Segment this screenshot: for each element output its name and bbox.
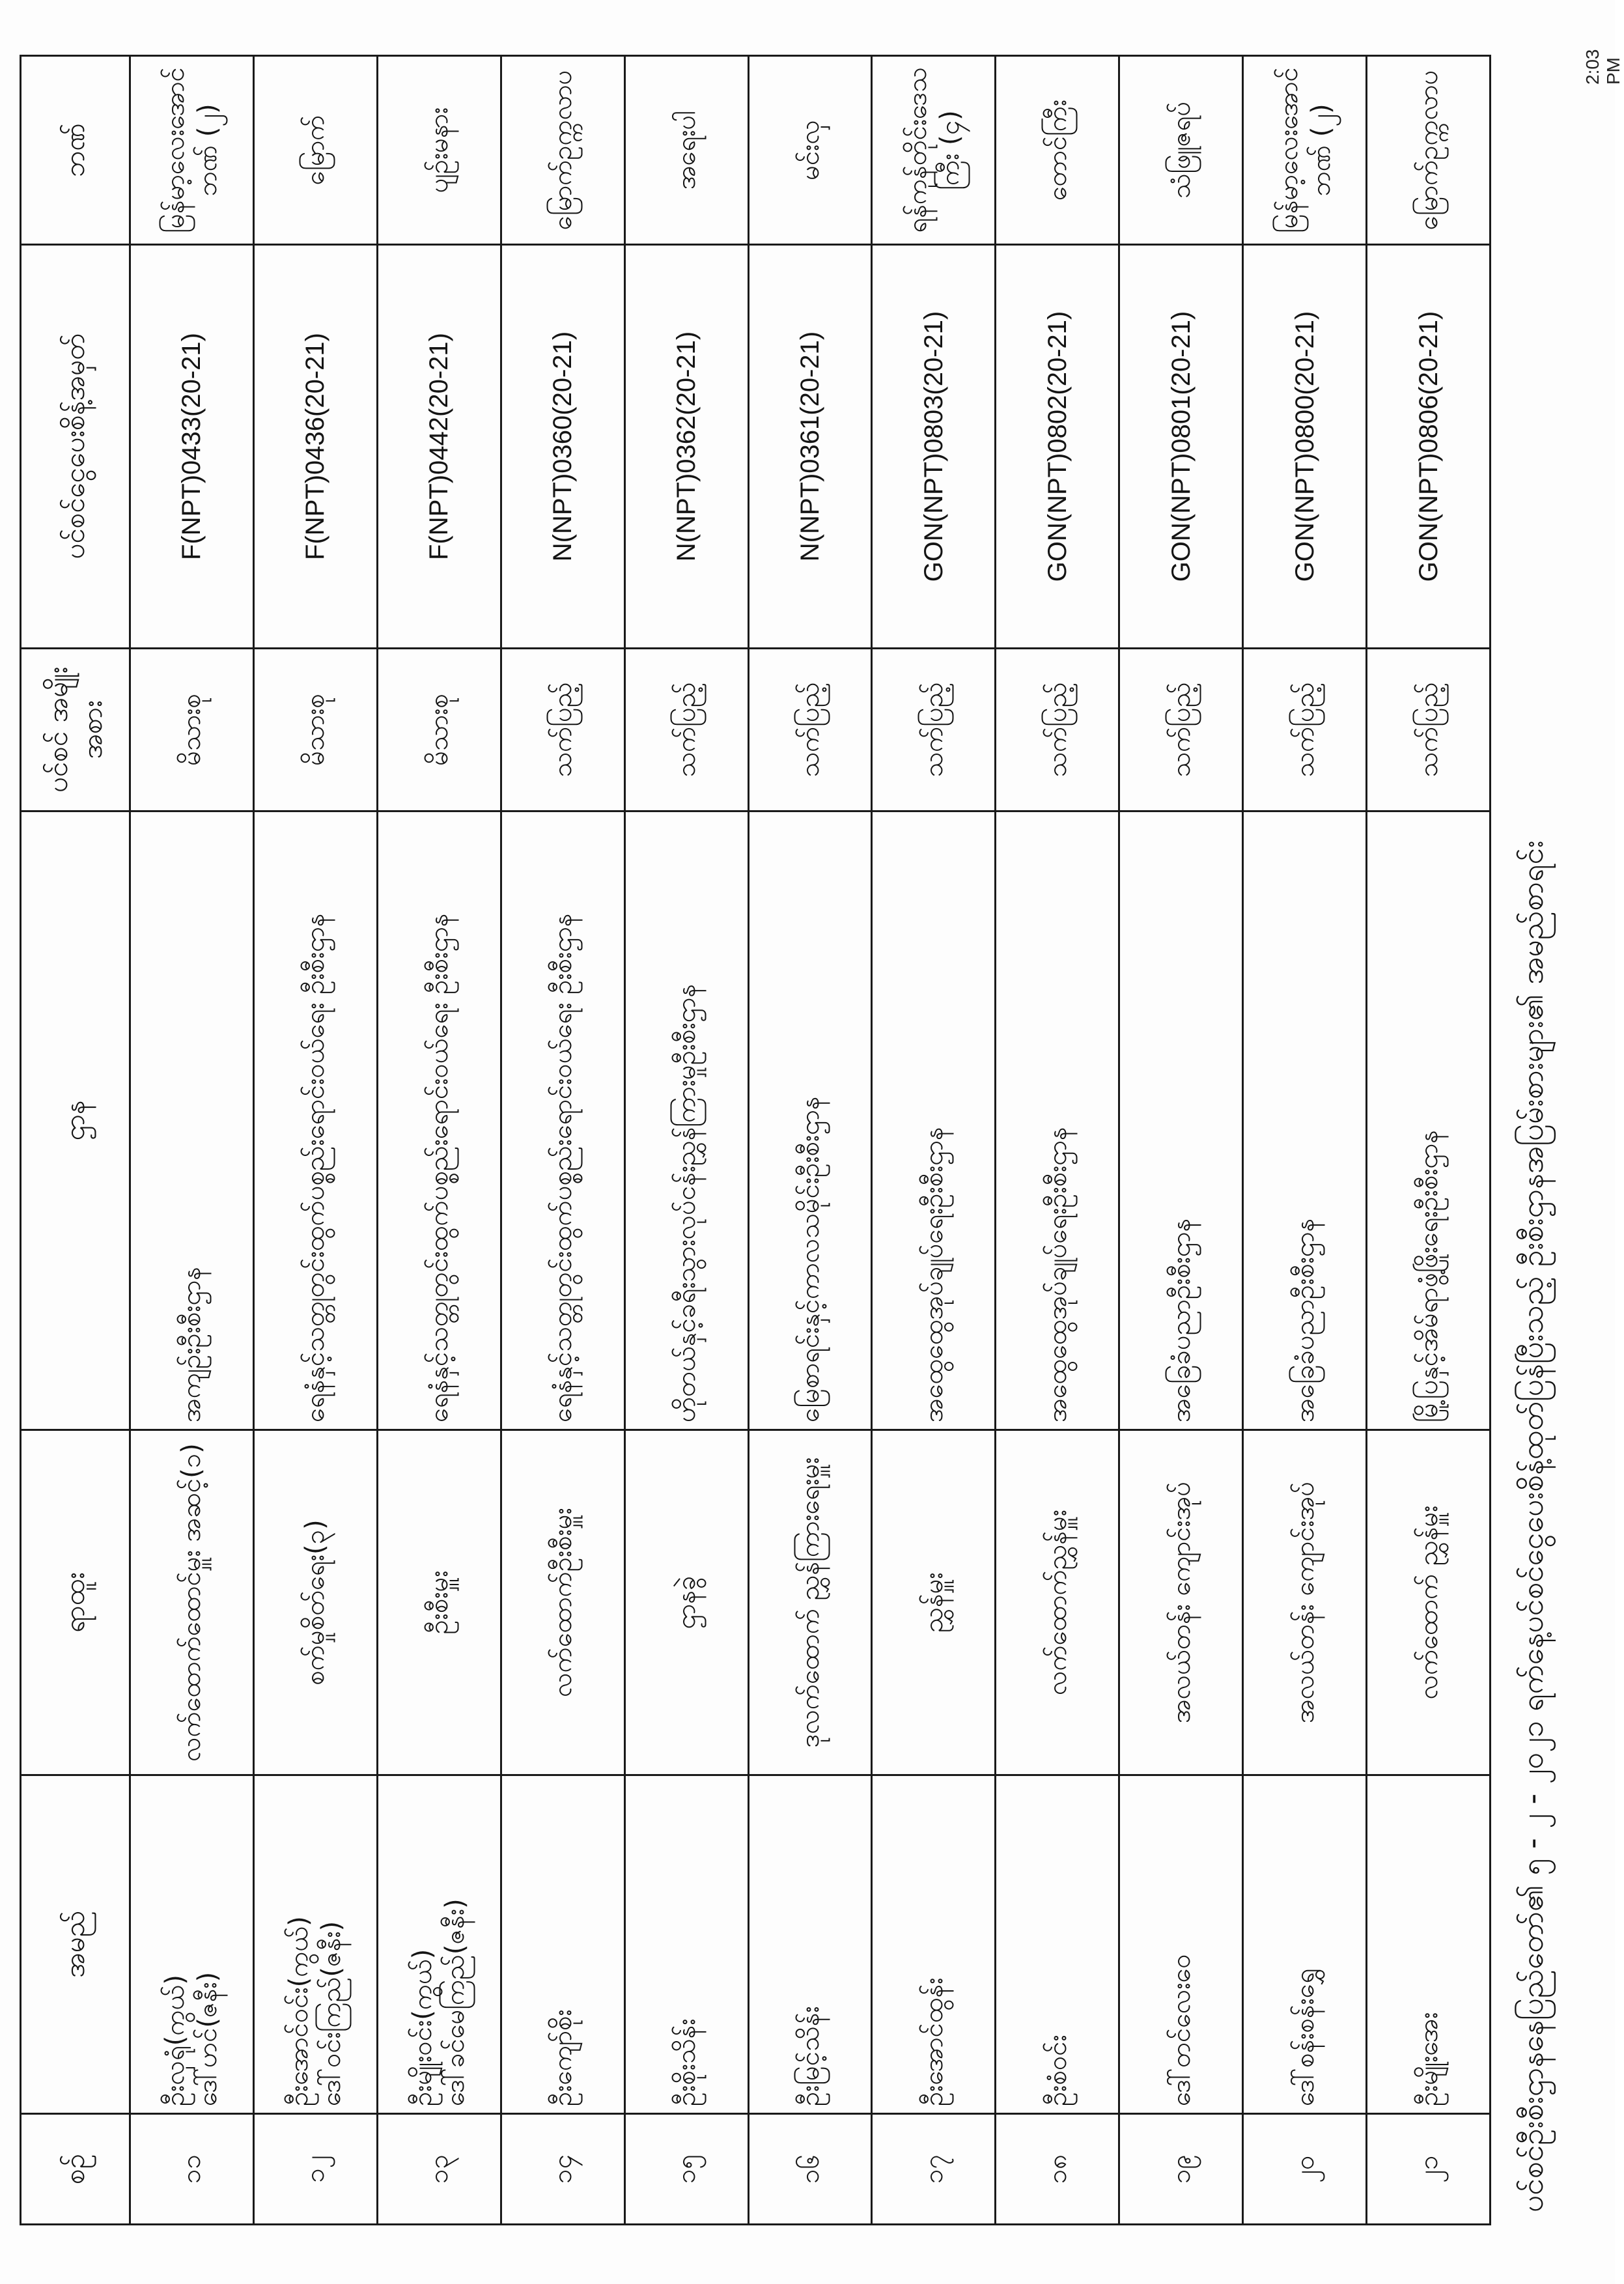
row-no (996, 2114, 1119, 2225)
row-no-text: ၂၀ (1289, 2155, 1320, 2183)
row-no-text: ၁၃ (424, 2154, 455, 2184)
row-office (748, 811, 872, 1430)
row-office (624, 811, 748, 1430)
row-name (748, 1775, 872, 2114)
row-pension-type-text: သက်ပြည့် (918, 682, 949, 778)
row-office-text: အခြေခံပညာဦးစီးဌာန (1289, 1218, 1320, 1422)
header-pension-type: ပင်စင် အမျိုးအစား (21, 649, 130, 811)
row-no (501, 2114, 624, 2225)
row-treasury (1243, 56, 1367, 245)
row-treasury-text: မြန်မာ့လေးအောင်ဘဏ် (၂) (160, 67, 223, 233)
row-pension-type (130, 649, 254, 811)
row-order-no-text: GON(NPT)0802(20-21) (1043, 311, 1072, 582)
row-name (624, 1775, 748, 2114)
row-name-text: ဦးကျော်စိုး (548, 2009, 578, 2106)
header-row (21, 56, 130, 2225)
row-rank (748, 1430, 872, 1775)
row-name-text: ဦးလှရုံ(ကွယ်) (160, 1975, 191, 2106)
row-name-text: ဒေါ်တင်လေးဝေ (1166, 1954, 1196, 2106)
row-pension-type (501, 649, 624, 811)
row-order-no (1119, 245, 1243, 649)
row-rank-text: လက်ထောက် ညွှန်မှူး (1413, 1505, 1444, 1700)
row-no-text: ၁၂ (300, 2155, 331, 2183)
row-treasury-text: မြောက် (300, 115, 331, 186)
row-pension-type (377, 649, 501, 811)
row-name (1367, 1775, 1491, 2114)
row-no (1367, 2114, 1491, 2225)
header-office: ဌာန (21, 811, 130, 1430)
row-no-text: ၁၆ (794, 2154, 825, 2184)
row-no-text: ၁၄ (548, 2154, 578, 2184)
row-treasury-text: မြောက်ဥက္ကလာပ (1413, 70, 1444, 231)
row-no (872, 2114, 996, 2225)
table-row (996, 56, 1119, 2225)
row-order-no (1367, 245, 1491, 649)
row-pension-type-text: သက်ပြည့် (794, 682, 825, 778)
row-rank (501, 1430, 624, 1775)
row-pension-type (253, 649, 377, 811)
row-pension-type (1367, 649, 1491, 811)
row-name (1119, 1775, 1243, 2114)
row-pension-type (996, 649, 1119, 811)
table-row (872, 56, 996, 2225)
row-name (253, 1775, 377, 2114)
row-order-no (253, 245, 377, 649)
row-pension-type-text: သက်ပြည့် (671, 682, 702, 778)
header-treasury: ဘဏ် (21, 56, 130, 245)
row-name-text: ဦးမျိုးအေး (1413, 2012, 1444, 2106)
row-no (377, 2114, 501, 2225)
row-no-text: ၂၁ (1413, 2155, 1444, 2183)
row-treasury (1119, 56, 1243, 245)
row-pension-type (624, 649, 748, 811)
row-name-text: ဒေါ်စန်းစန်းရွှေ (1289, 1968, 1320, 2106)
header-order-no: ပင်စင်ငွေပေးစိန့်အမှတ် (21, 245, 130, 649)
row-treasury-text: တောင်ကြီး (1042, 99, 1072, 201)
row-name-text: ဦးမြင့်သိန်း (794, 2006, 825, 2106)
row-rank (253, 1430, 377, 1775)
row-treasury-text: ရန်ကုန်တိုင်းဒေသကြီး (၄) (902, 67, 965, 233)
row-treasury (872, 56, 996, 245)
table-row (377, 56, 501, 2225)
row-treasury (253, 56, 377, 245)
row-order-no-text: N(NPT)0360(20-21) (548, 331, 578, 562)
row-order-no (996, 245, 1119, 649)
row-name-text: ဦးစံဝင်း (1042, 2035, 1072, 2106)
row-pension-type-text: သက်ပြည့် (1413, 682, 1444, 778)
row-rank (1243, 1430, 1367, 1775)
row-office-text: ဟိုတယ်နှင့်ခရီးသွားလုပ်ငန်းညွှန်ကြားမှုဦးစီးဌာန (671, 983, 702, 1422)
row-pension-type-text: မိသားစု (300, 694, 331, 766)
row-rank-text: ဌာနခွဲ (671, 1575, 702, 1629)
row-rank-text: အလယ်တန်း ကျောင်းအုပ် (1289, 1481, 1320, 1724)
table-row (501, 56, 624, 2225)
row-order-no (130, 245, 254, 649)
row-pension-type-text: မိသားစု (424, 694, 455, 766)
table-row (130, 56, 254, 2225)
row-name-text: ဦးမျိုးဝင်း(ကွယ်) (408, 1949, 438, 2106)
row-no (130, 2114, 254, 2225)
row-pension-type (872, 649, 996, 811)
row-rank (624, 1430, 748, 1775)
row-name-text: ဒေါ်ဝင်းကြည်(ဇနီး) (316, 1921, 347, 2106)
table-row (1243, 56, 1367, 2225)
row-rank-text: လက်ထောက်ထောင်မှူး အဆင့်(၁) (176, 1443, 207, 1762)
row-order-no (377, 245, 501, 649)
row-treasury (748, 56, 872, 245)
row-rank-text: စက်မှုစိတ်ရေး(၃) (300, 1519, 331, 1685)
row-office (1367, 811, 1491, 1430)
row-pension-type-text: သက်ပြည့် (1042, 682, 1072, 778)
row-order-no (872, 245, 996, 649)
row-rank-text: အလယ်တန်း ကျောင်းအုပ် (1166, 1481, 1196, 1724)
row-treasury (624, 56, 748, 245)
header-rank: ရာထူး (21, 1430, 130, 1775)
row-order-no-text: F(NPT)0436(20-21) (301, 333, 330, 561)
row-order-no-text: GON(NPT)0806(20-21) (1414, 311, 1443, 582)
row-rank (1367, 1430, 1491, 1775)
row-name (996, 1775, 1119, 2114)
row-office-text: ရေနံနှင့်သတ္တုတွင်းထွက်ပစ္စည်းရောင်းဝယ်ရေး ဦးစီးဌာန (300, 913, 331, 1422)
row-office (253, 811, 377, 1430)
row-pension-type-text: မိသားစု (176, 694, 207, 766)
row-office (1243, 811, 1367, 1430)
row-treasury-text: သံဖြူဇရပ် (1166, 101, 1196, 199)
row-no (253, 2114, 377, 2225)
document-title: ပင်စင်ဦးစီးဌာနနေပြည်တော်၏ ၅ - ၂ - ၂၀၂၁ ရက်နေ့ပင်စင်ငွေပေးစိန့်ထုတ်ပြန်ပြီးသည့် ဦးစီးဌာနအပြမ်းစားများ၏ အမည်စာရင်း (1515, 840, 1550, 2212)
row-no (748, 2114, 872, 2225)
row-order-no (501, 245, 624, 649)
row-rank-text: ဒုလက်ထောက် ညွှန်ကြားရေးမှူး (794, 1457, 825, 1748)
row-order-no-text: F(NPT)0442(20-21) (425, 333, 454, 561)
row-rank (872, 1430, 996, 1775)
row-no (1243, 2114, 1367, 2225)
row-no-text: ၁၈ (1042, 2154, 1072, 2184)
scan-timestamp: 2:03 PM (1582, 49, 1623, 85)
row-no-text: ၁၉ (1166, 2154, 1196, 2184)
row-pension-type-text: သက်ပြည့် (1289, 682, 1320, 778)
row-office-text: မြေစာရင်းနှင့်ကာလသမိုင်းဦးစီးဌာန (794, 1096, 825, 1422)
row-office (377, 811, 501, 1430)
row-rank (1119, 1430, 1243, 1775)
row-order-no (624, 245, 748, 649)
row-order-no-text: N(NPT)0361(20-21) (795, 331, 824, 562)
row-name (130, 1775, 254, 2114)
row-treasury-text: မြန်မာ့လေးအောင်ဘဏ် (၂) (1273, 67, 1336, 233)
row-treasury-text: မင်းလှ (794, 120, 825, 180)
row-name-text: ဒေါ်ခင်မေကြည်(ဇနီး) (440, 1898, 471, 2106)
row-pension-type-text: သက်ပြည့် (548, 682, 578, 778)
pension-register-table (20, 55, 1491, 2225)
row-order-no-text: GON(NPT)0803(20-21) (919, 311, 948, 582)
table-row (1367, 56, 1491, 2225)
row-office-text: အထွေထွေအုပ်ချုပ်ရေးဦးစီးဌာန (918, 1127, 949, 1422)
row-name-text: ဒေါ်ဟင်(ဇနီး) (193, 1971, 223, 2106)
table-row (624, 56, 748, 2225)
row-treasury (996, 56, 1119, 245)
row-rank (377, 1430, 501, 1775)
header-name: အမည် (21, 1775, 130, 2114)
row-name-text: ဦးအောင်ထွန်း (918, 1977, 949, 2106)
row-office-text: အခြေခံပညာဦးစီးဌာန (1166, 1218, 1196, 1422)
row-name (872, 1775, 996, 2114)
row-order-no-text: N(NPT)0362(20-21) (672, 331, 701, 562)
row-rank-text: လက်ထောက်ညွှန်မှူး (1042, 1510, 1072, 1695)
row-pension-type (1119, 649, 1243, 811)
row-treasury (501, 56, 624, 245)
row-name (1243, 1775, 1367, 2114)
row-name (377, 1775, 501, 2114)
table-row (253, 56, 377, 2225)
row-rank (130, 1430, 254, 1775)
row-office-text: ရေနံနှင့်သတ္တုတွင်းထွက်ပစ္စည်းရောင်းဝယ်ရေး ဦးစီးဌာန (424, 913, 455, 1422)
row-office-text: မြို့ပြနှင့်အိမ်ရာဖွံ့ဖြိုးရေးဦးစီးဌာန (1413, 1130, 1444, 1422)
row-rank (996, 1430, 1119, 1775)
row-office (872, 811, 996, 1430)
header-no: စဉ် (21, 2114, 130, 2225)
row-name-text: ဦးစိုးသိန်း (671, 2018, 702, 2106)
row-office-text: အထွေထွေအုပ်ချုပ်ရေးဦးစီးဌာန (1042, 1127, 1072, 1422)
row-no (1119, 2114, 1243, 2225)
row-treasury-text: မြောက်ဥက္ကလာပ (548, 70, 578, 231)
table-row (1119, 56, 1243, 2225)
row-order-no-text: GON(NPT)0800(20-21) (1290, 311, 1319, 582)
table-row (748, 56, 872, 2225)
row-treasury (130, 56, 254, 245)
row-pension-type (1243, 649, 1367, 811)
row-no-text: ၁၅ (671, 2154, 702, 2184)
row-rank-text: ညွှန်မှူး (918, 1572, 949, 1633)
row-name-text: ဦးအောင်ဝင်း(ကွယ်) (284, 1916, 315, 2106)
row-rank-text: လက်ထောက်ဦးစီးမှူး (548, 1508, 578, 1697)
row-treasury (1367, 56, 1491, 245)
row-pension-type-text: သက်ပြည့် (1166, 682, 1196, 778)
row-rank-text: ဦးစီးမှူး (424, 1570, 455, 1635)
row-pension-type (748, 649, 872, 811)
row-order-no-text: F(NPT)0433(20-21) (177, 333, 206, 561)
row-office-text: အကျဉ်းဦးစီးဌာန (176, 1267, 207, 1422)
row-no-text: ၁၇ (918, 2154, 949, 2184)
row-office (996, 811, 1119, 1430)
row-no (624, 2114, 748, 2225)
row-office (1119, 811, 1243, 1430)
row-treasury-text: အရေးပါ (671, 110, 702, 190)
row-office (501, 811, 624, 1430)
row-name (501, 1775, 624, 2114)
row-treasury (377, 56, 501, 245)
row-order-no (1243, 245, 1367, 649)
row-order-no-text: GON(NPT)0801(20-21) (1166, 311, 1196, 582)
row-no-text: ၁၁ (176, 2154, 207, 2184)
row-office (130, 811, 254, 1430)
row-office-text: ရေနံနှင့်သတ္တုတွင်းထွက်ပစ္စည်းရောင်းဝယ်ရေး ဦးစီးဌာန (548, 913, 578, 1422)
row-order-no (748, 245, 872, 649)
row-treasury-text: ပျဉ်းမနား (424, 107, 455, 193)
